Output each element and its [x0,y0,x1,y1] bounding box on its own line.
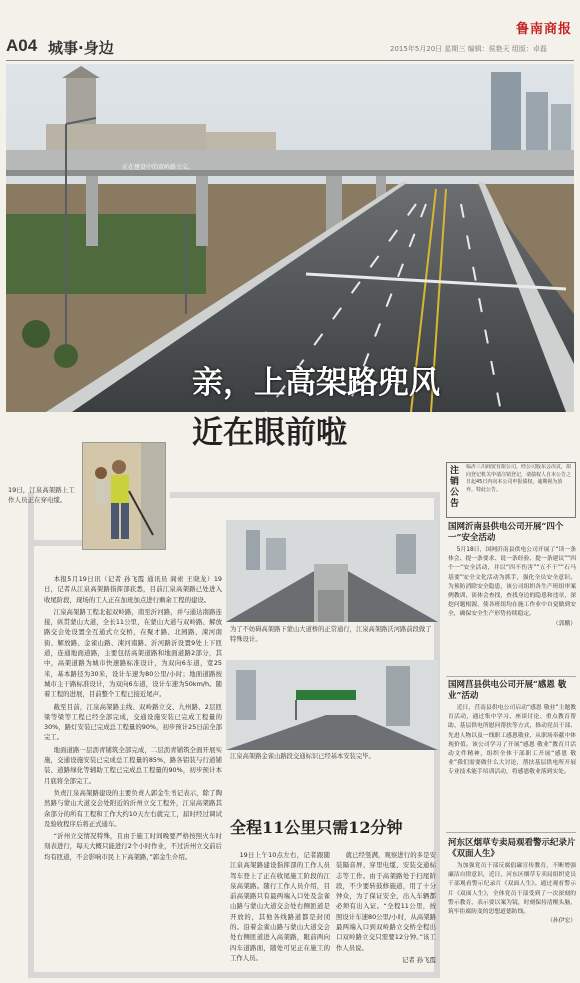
article-byline: 记者 孙飞霞 [402,955,436,964]
headline-line-1: 亲，上高架路兜风 [192,365,440,401]
side-news-title: 国网莒县供电公司开展“感恩 敬业”活动 [448,680,567,701]
article-paragraph: 就已经竖满，观察进行的多是安装隔音屏、穿里电缆、安装交通标志等工作。由于高架路处于扫尾阶段，不少要转鼓修施道，用了十分钟众，为了保证安全，出入车辆都必须有出入证。“全程11公里，按照设计车速80公里/小时，从高架路最两端入口到双岭路立交桥全程出口双岭路立交只需要12分钟。”该工作人员说。 [336,851,436,952]
article-paragraph: “沂州立交情况特殊，且由于施工时间晚要严格按照火车时刻表进行，每天大概只能进行2个小时作业，不过沂州立交前后均有匝道，不会影响市民上下高架路，”郭金生介绍。 [44,832,222,861]
side-news-text: 为加强党员干部反腐倡廉宣传教育，不断增强廉洁自律意识，近日，河东区烟草专卖局组织党员干部观看警示纪录片《双面人生》。通过观看警示片《双面人生》，全体党员干部受到了一次深刻的警示教育，表示要以案为镜，时刻保持清醒头脑，筑牢拒腐防变的思想道德防线。 [448,863,576,916]
worker-photo [82,442,166,550]
side-news-body [448,546,576,674]
page-code: A04 [6,36,38,55]
hero-photo-caption: 正在建设中的双岭路立交。 [122,164,195,171]
article-paragraph: 19日上午10点左右，记者跟随江泉高架路建设指挥部的工作人员驾车登上了正在收尾施工阶段的江泉高架路。随行工作人员介绍，目前高架路只有最两端入口处及金雀山路与蒙山大道交会处右侧匝道是开放的，其他各线路道都是封闭的。沿着金雀山路与蒙山大道交会处右侧匝道进入高架路，眼前两向四车道路面，随处可见正在施工的工作人员。 [230,851,330,962]
headline-line-2: 近在眼前啦 [192,415,347,451]
side-news-byline: （郭鹏） [552,620,576,627]
header-rule [6,60,574,61]
side-news-byline: （孙伊宏） [547,918,576,925]
bridge-photo [226,520,438,622]
article-bottom-right [336,850,436,976]
bridge-illustration [226,520,438,622]
notice-tag: 注销公告 [450,466,460,509]
article-paragraph: 负责江泉高架路建设的主要负责人郭金生书记表示，除了陶然路与蒙山大道交会处附近的沂州立交工程外，江泉高架路其余部分的所有工程和工作大约10天左右就完工，届时经过调试及验收程序后将正式通车。 [44,788,222,828]
worker-photo-caption: 19日，江泉高架路上工作人员正在穿电缆。 [8,486,75,504]
road-sign-photo [226,660,438,750]
side-divider [446,832,576,833]
side-news-body [448,704,576,830]
side-news-body [448,862,576,978]
side-news-title: 国网沂南县供电公司开展“四个一”安全活动 [448,522,564,543]
side-news-text: 5月18日，国网沂南县供电公司开展了“读一条体会、提一条要求、说一条经验、提一条建议”“四个一”安全活动，并以“四不伤害”“五不干”“石马基要”安全文化活动为抓手，强化全员安全意识。为预防消除安全隐患，该公司组织各生产班组审案例教训、谈体会查找，查找身边的隐患和违章，深挖问题根源，使各班组均在施工作业中自觉做到安全，确保安全生产形势持续稳定。 [448,547,576,618]
article-paragraph: 截至目前，江泉高架路主线、双岭路立交、九州路、2层匝梁等梁等工程已经全部完成，交通设施安装已完成工程量的30%，路灯安装已完成总工程量的90%，初步预计25日前全部完工。 [44,702,222,742]
hero-photo [6,64,574,412]
article-paragraph: 地面道路一层沥青铺筑全部完成，二层沥青铺筑全面开展实施，交通设施安装已完成总工程量的85%，路各铝装与行道铺装、道路绿化等辅助工程已完成总工程量的90%，初步预计本月底将全部完工。 [44,745,222,785]
issue-meta: 2015年5月20日 星期三 编辑：侯艳天 组版：卓磊 [390,45,547,53]
newspaper-brand: 鲁南商报 [515,22,572,37]
elevated-road-illustration [6,64,574,412]
article-paragraph: 本报5月19日讯（记者 孙飞霞 通讯员 阎索 王晓龙）19日，记者从江泉高架路指挥部获悉，目前江泉高架路已处进入收尾阶段，现场的工人正在加班加点进行剩余工程的建设。 [44,575,222,604]
worker-illustration [83,443,166,550]
masthead [0,0,580,60]
side-news-title: 河东区烟草专卖局观看警示纪录片《双面人生》 [448,838,576,859]
frame-left-bar [28,540,82,546]
notice-text: 临沂三川商贸有限公司，经公司股东会决议，拟向登记机关申请注销登记，请债权人自本公告之日起45日内向本公司申报债权，逾期视为放弃。特此公告。 [466,464,572,493]
article-subhead: 全程11公里只需12分钟 [230,818,403,837]
frame-top-bar [170,492,440,498]
side-news-text: 近日，莒南县供电公司启动“感恩 敬业”主题教育活动，通过集中学习、座谈讨论、重点教育帮助、基层供电所慰问帮扶等方式，推动党员干部、先进人物以及一线职工感恩敬业、从职场奉献中体现价值。该公司学习了开展“感恩 敬业”教育月活动文件精神，组织全体干部职工开展“感恩 敬业”我们需要做什么大讨论，帮扶基层供电所开展专业技术能手培训活动，将感恩敬业落到实处。 [448,705,576,776]
article-paragraph: 江泉高架路工程北起双岭路，南至沂河路，并与通达南路连接，纵贯蒙山大道，全长11公里，在蒙山大道与双岭路、解放路交会处设置全互通式立交桥，在聚才路、北园路、涑河南街、解放路、金雀山路、涑河南路、沂河路沂设置9处上下匝道，连通地面道路，主要包括高架道路和地面道路2部分，其中，高架道路为城市快速路标准设计，为双向6车道，宽25米，基本路径为30米，设计车速为80公里/小时；地面道路按城市主干路标准设计，为双向6车道，设计车速为50km/h。随着工程的进展，目前整个工程已接近尾声。 [44,607,222,699]
road-sign-illustration [226,660,438,750]
road-sign-photo-caption: 江泉高架路金雀山路段交通标识已经基本安装完毕。 [230,753,375,760]
section-name: 城事·身边 [48,39,114,57]
article-body [44,574,222,974]
side-divider [446,676,576,677]
bridge-photo-caption: 为了不妨碍高架路下蒙山大道桥的正常通行，江泉高架路沃河路前段做了特殊设计。 [230,626,432,643]
article-bottom-left [230,850,330,976]
